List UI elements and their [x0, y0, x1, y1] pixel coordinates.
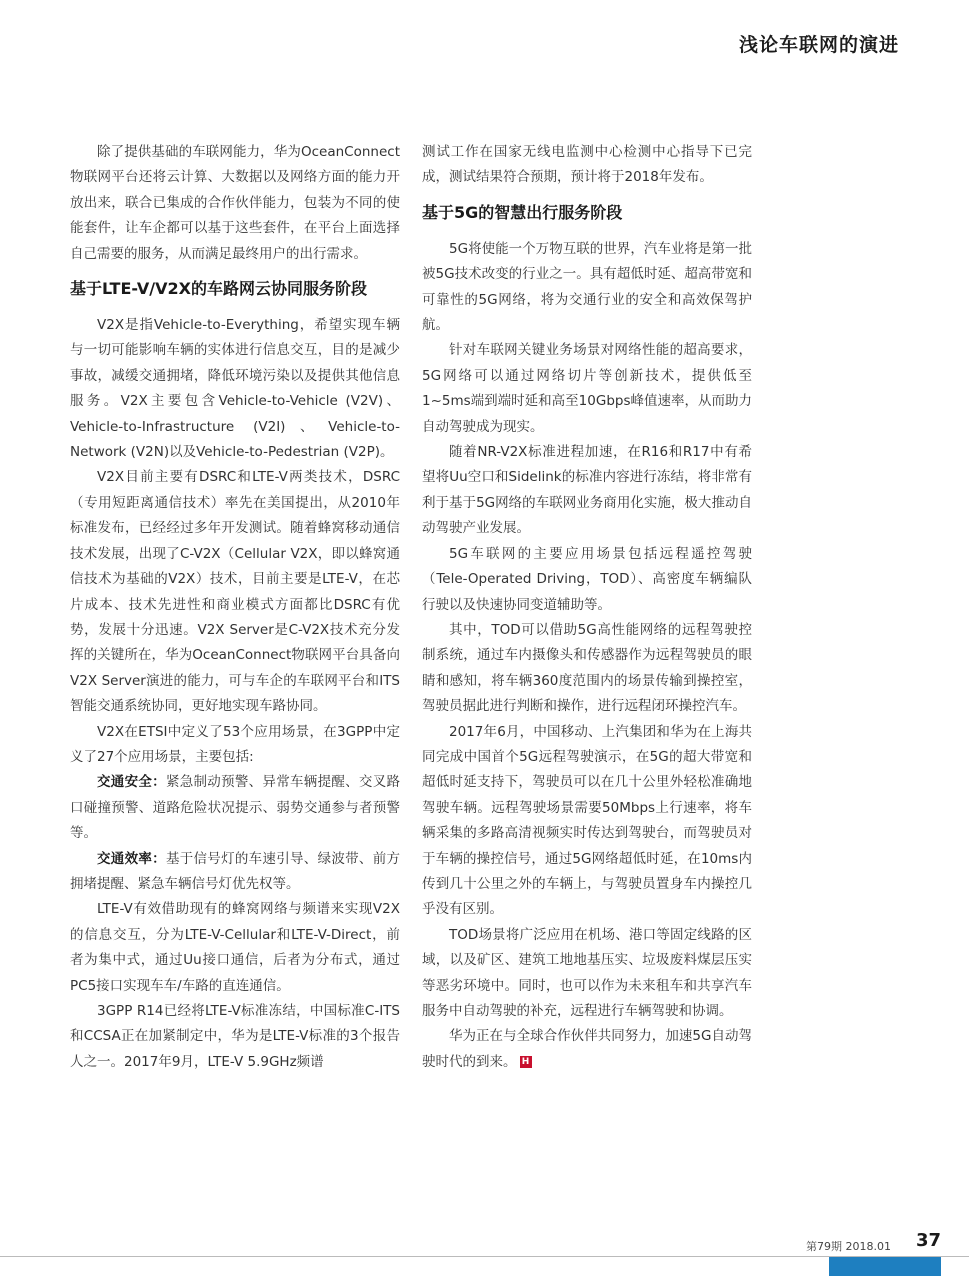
- paragraph-traffic-safety: [70, 770, 400, 846]
- paragraph-text: 基于信号灯的车速引导、绿波带、前方拥堵提醒、紧急车辆信号灯优先权等。: [70, 850, 401, 892]
- section-heading: 基于LTE-V/V2X的车路网云协同服务阶段: [70, 279, 367, 299]
- paragraph: 2017年6月，中国移动、上汽集团和华为在上海共同完成中国首个5G远程驾驶演示，在5G的超大带宽和超低时延支持下，驾驶员可以在几十公里外轻松准确地驾驶车辆。远程驾驶场景需要50Mbps上行速率，将车辆采集的多路高清视频实时传达到驾驶台，而驾驶员对于车辆的操控信号，通过5G网络超低时延，在10ms内传到几十公里之外的车辆上，与驾驶员置身车内操控几乎没有区别。: [422, 723, 752, 918]
- page-number: 37: [915, 1230, 941, 1251]
- paragraph: 针对车联网关键业务场景对网络性能的超高要求，5G网络可以通过网络切片等创新技术，提供低至1~5ms端到端时延和高至10Gbps峰值速率，从而助力自动驾驶成为现实。: [422, 342, 752, 435]
- bold-label: 交通效率：: [97, 850, 166, 867]
- paragraph: V2X在ETSI中定义了53个应用场景，在3GPP中定义了27个应用场景，主要包括:: [70, 723, 400, 765]
- paragraph-text: 华为正在与全球合作伙伴共同努力，加速5G自动驾驶时代的到来。: [422, 1028, 752, 1070]
- paragraph: 除了提供基础的车联网能力，华为OceanConnect物联网平台还将云计算、大数据以及网络方面的能力开放出来，联合已集成的合作伙伴能力，包装为不同的使能套件，让车企都可以基于这些套件，在平台上面选择自己需要的服务，从而满足最终用户的出行需求。: [70, 144, 400, 262]
- running-header-title: 浅论车联网的演进: [738, 34, 899, 56]
- right-column: [422, 140, 752, 1075]
- paragraph: 其中，TOD可以借助5G高性能网络的远程驾驶控制系统，通过车内摄像头和传感器作为远程驾驶员的眼睛和感知，将车辆360度范围内的场景传输到操控室，驾驶员据此进行判断和操作，进行远程闭环操控汽车。: [422, 621, 752, 715]
- paragraph: V2X目前主要有DSRC和LTE-V两类技术，DSRC（专用短距离通信技术）率先在美国提出，从2010年标准发布，已经经过多年开发测试。随着蜂窝移动通信技术发展，出现了C-V2X（Cellular V2X，即以蜂窝通信技术为基础的V2X）技术，目前主要是LTE-V，在芯片成本、技术先进性和商业模式方面都比DSRC有优势，发展十分迅速。V2X Server是C-V2X技术充分发挥的关键所在，华为OceanConnect物联网平台具备向V2X Server演进的能力，可与车企的车联网平台和ITS智能交通系统协同，更好地实现车路协同。: [70, 469, 400, 715]
- left-column: [70, 140, 400, 1075]
- paragraph: 5G将使能一个万物互联的世界，汽车业将是第一批被5G技术改变的行业之一。具有超低时延、超高带宽和可靠性的5G网络，将为交通行业的安全和高效保驾护航。: [422, 240, 752, 334]
- end-of-article-icon: H: [520, 1056, 532, 1068]
- paragraph: 随着NR-V2X标准进程加速，在R16和R17中有希望将Uu空口和Sidelink的标准内容进行冻结，将非常有利于基于5G网络的车联网业务商用化实施，极大推动自动驾驶产业发展。: [422, 444, 752, 537]
- paragraph: 5G车联网的主要应用场景包括远程遥控驾驶（Tele-Operated Driving，TOD）、高密度车辆编队行驶以及快速协同变道辅助等。: [422, 545, 752, 613]
- section-heading: 基于5G的智慧出行服务阶段: [422, 202, 623, 222]
- paragraph: 3GPP R14已经将LTE-V标准冻结，中国标准C-ITS和CCSA正在加紧制定中，华为是LTE-V标准的3个报告人之一。2017年9月，LTE-V 5.9GHz频谱: [70, 1003, 400, 1070]
- paragraph: TOD场景将广泛应用在机场、港口等固定线路的区域，以及矿区、建筑工地地基压实、垃圾废料煤层压实等恶劣环境中。同时，也可以作为未来租车和共享汽车服务中自动驾驶的补充，远程进行车辆驾驶和协调。: [422, 926, 752, 1019]
- paragraph: 测试工作在国家无线电监测中心检测中心指导下已完成，测试结果符合预期，预计将于2018年发布。: [422, 144, 752, 186]
- bold-label: 交通安全：: [97, 774, 166, 791]
- paragraph-text: 紧急制动预警、异常车辆提醒、交叉路口碰撞预警、道路危险状况提示、弱势交通参与者预警等。: [70, 774, 401, 842]
- paragraph: LTE-V有效借助现有的蜂窝网络与频谱来实现V2X的信息交互，分为LTE-V-Cellular和LTE-V-Direct，前者为集中式，通过Uu接口通信，后者为分布式，通过PC5接口实现车车/车路的直连通信。: [70, 901, 400, 994]
- footer-divider: [0, 1256, 969, 1257]
- footer-issue: 第79期 2018.01: [806, 1240, 891, 1253]
- paragraph-final: [422, 1024, 752, 1075]
- paragraph: V2X是指Vehicle-to-Everything，希望实现车辆与一切可能影响车辆的实体进行信息交互，目的是减少事故，减缓交通拥堵，降低环境污染以及提供其他信息服务。V2X主要包含Vehicle-to-Vehicle (V2V)、Vehicle-to-Infrastructure (V2I)、Vehicle-to-Network (V2N)以及Vehicle-to-Pedestrian (V2P)。: [70, 317, 400, 461]
- footer-accent-bar: [829, 1257, 941, 1276]
- paragraph-traffic-efficiency: [70, 847, 400, 898]
